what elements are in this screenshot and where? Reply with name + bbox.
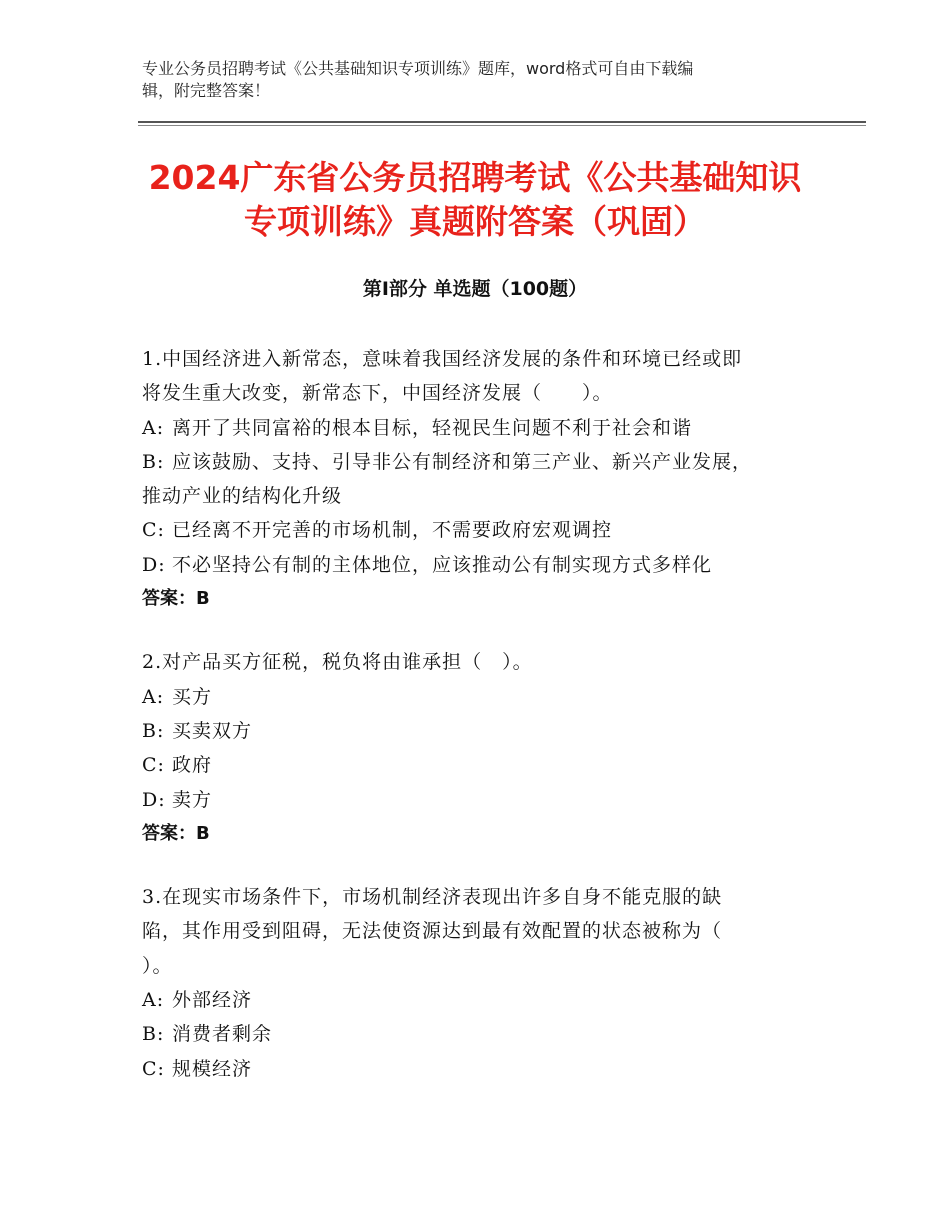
option-key: B: — [142, 719, 165, 742]
option-key: B: — [142, 1023, 165, 1046]
question-stem: 将发生重大改变，新常态下，中国经济发展（ ）。 — [142, 382, 613, 405]
option-key: D: — [142, 553, 166, 576]
option-text: 应该鼓励、支持、引导非公有制经济和第三产业、新兴产业发展， — [172, 450, 753, 473]
page-title-line: 专项训练》真题附答案（巩固） — [244, 202, 706, 241]
question-stem: ）。 — [142, 954, 173, 977]
option-key: A: — [142, 989, 165, 1012]
option-c — [142, 748, 822, 782]
question-item — [142, 880, 822, 1086]
option-b — [142, 1017, 822, 1051]
option-a — [142, 680, 822, 714]
answer-line: 答案：B — [142, 588, 210, 610]
question-stem: 3.在现实市场条件下，市场机制经济表现出许多自身不能克服的缺 — [142, 886, 723, 909]
question-stem: 陷，其作用受到阻碍，无法使资源达到最有效配置的状态被称为（ — [142, 920, 723, 943]
option-text: 不必坚持公有制的主体地位，应该推动公有制实现方式多样化 — [172, 553, 713, 576]
option-d — [142, 783, 822, 817]
option-key: C: — [142, 519, 165, 542]
option-d — [142, 548, 822, 582]
question-item — [142, 342, 822, 616]
header-divider — [138, 121, 866, 123]
option-a — [142, 983, 822, 1017]
option-key: C: — [142, 754, 165, 777]
option-text: 离开了共同富裕的根本目标，轻视民生问题不利于社会和谐 — [172, 416, 693, 439]
option-key: D: — [142, 788, 166, 811]
question-stem: 2.对产品买方征税，税负将由谁承担（ ）。 — [142, 651, 533, 674]
option-a — [142, 411, 822, 445]
option-text: 卖方 — [172, 788, 213, 811]
option-key: A: — [142, 685, 165, 708]
option-b-continued: 推动产业的结构化升级 — [142, 485, 343, 508]
option-text: 规模经济 — [172, 1057, 253, 1080]
option-key: A: — [142, 416, 165, 439]
option-c — [142, 1052, 822, 1086]
page-title-line: 2024广东省公务员招聘考试《公共基础知识 — [148, 158, 802, 197]
answer-line: 答案：B — [142, 822, 210, 844]
question-list — [142, 342, 822, 1115]
option-key: B: — [142, 450, 165, 473]
header-note-line: 辑，附完整答案！ — [142, 81, 271, 100]
option-text: 政府 — [172, 754, 213, 777]
option-text: 消费者剩余 — [172, 1023, 273, 1046]
question-item — [142, 645, 822, 851]
page-title — [140, 156, 810, 244]
header-note — [142, 58, 802, 102]
option-b — [142, 714, 822, 748]
header-note-line: 专业公务员招聘考试《公共基础知识专项训练》题库，word格式可自由下载编 — [142, 59, 694, 78]
header-divider — [138, 125, 866, 126]
section-heading: 第Ⅰ部分 单选题（100题） — [362, 278, 588, 300]
option-text: 外部经济 — [172, 989, 253, 1012]
option-text: 买卖双方 — [172, 719, 253, 742]
option-c — [142, 513, 822, 547]
option-text: 买方 — [172, 685, 213, 708]
option-text: 已经离不开完善的市场机制，不需要政府宏观调控 — [172, 519, 613, 542]
question-stem: 1.中国经济进入新常态，意味着我国经济发展的条件和环境已经或即 — [142, 348, 743, 370]
option-b — [142, 445, 822, 479]
option-key: C: — [142, 1057, 165, 1080]
